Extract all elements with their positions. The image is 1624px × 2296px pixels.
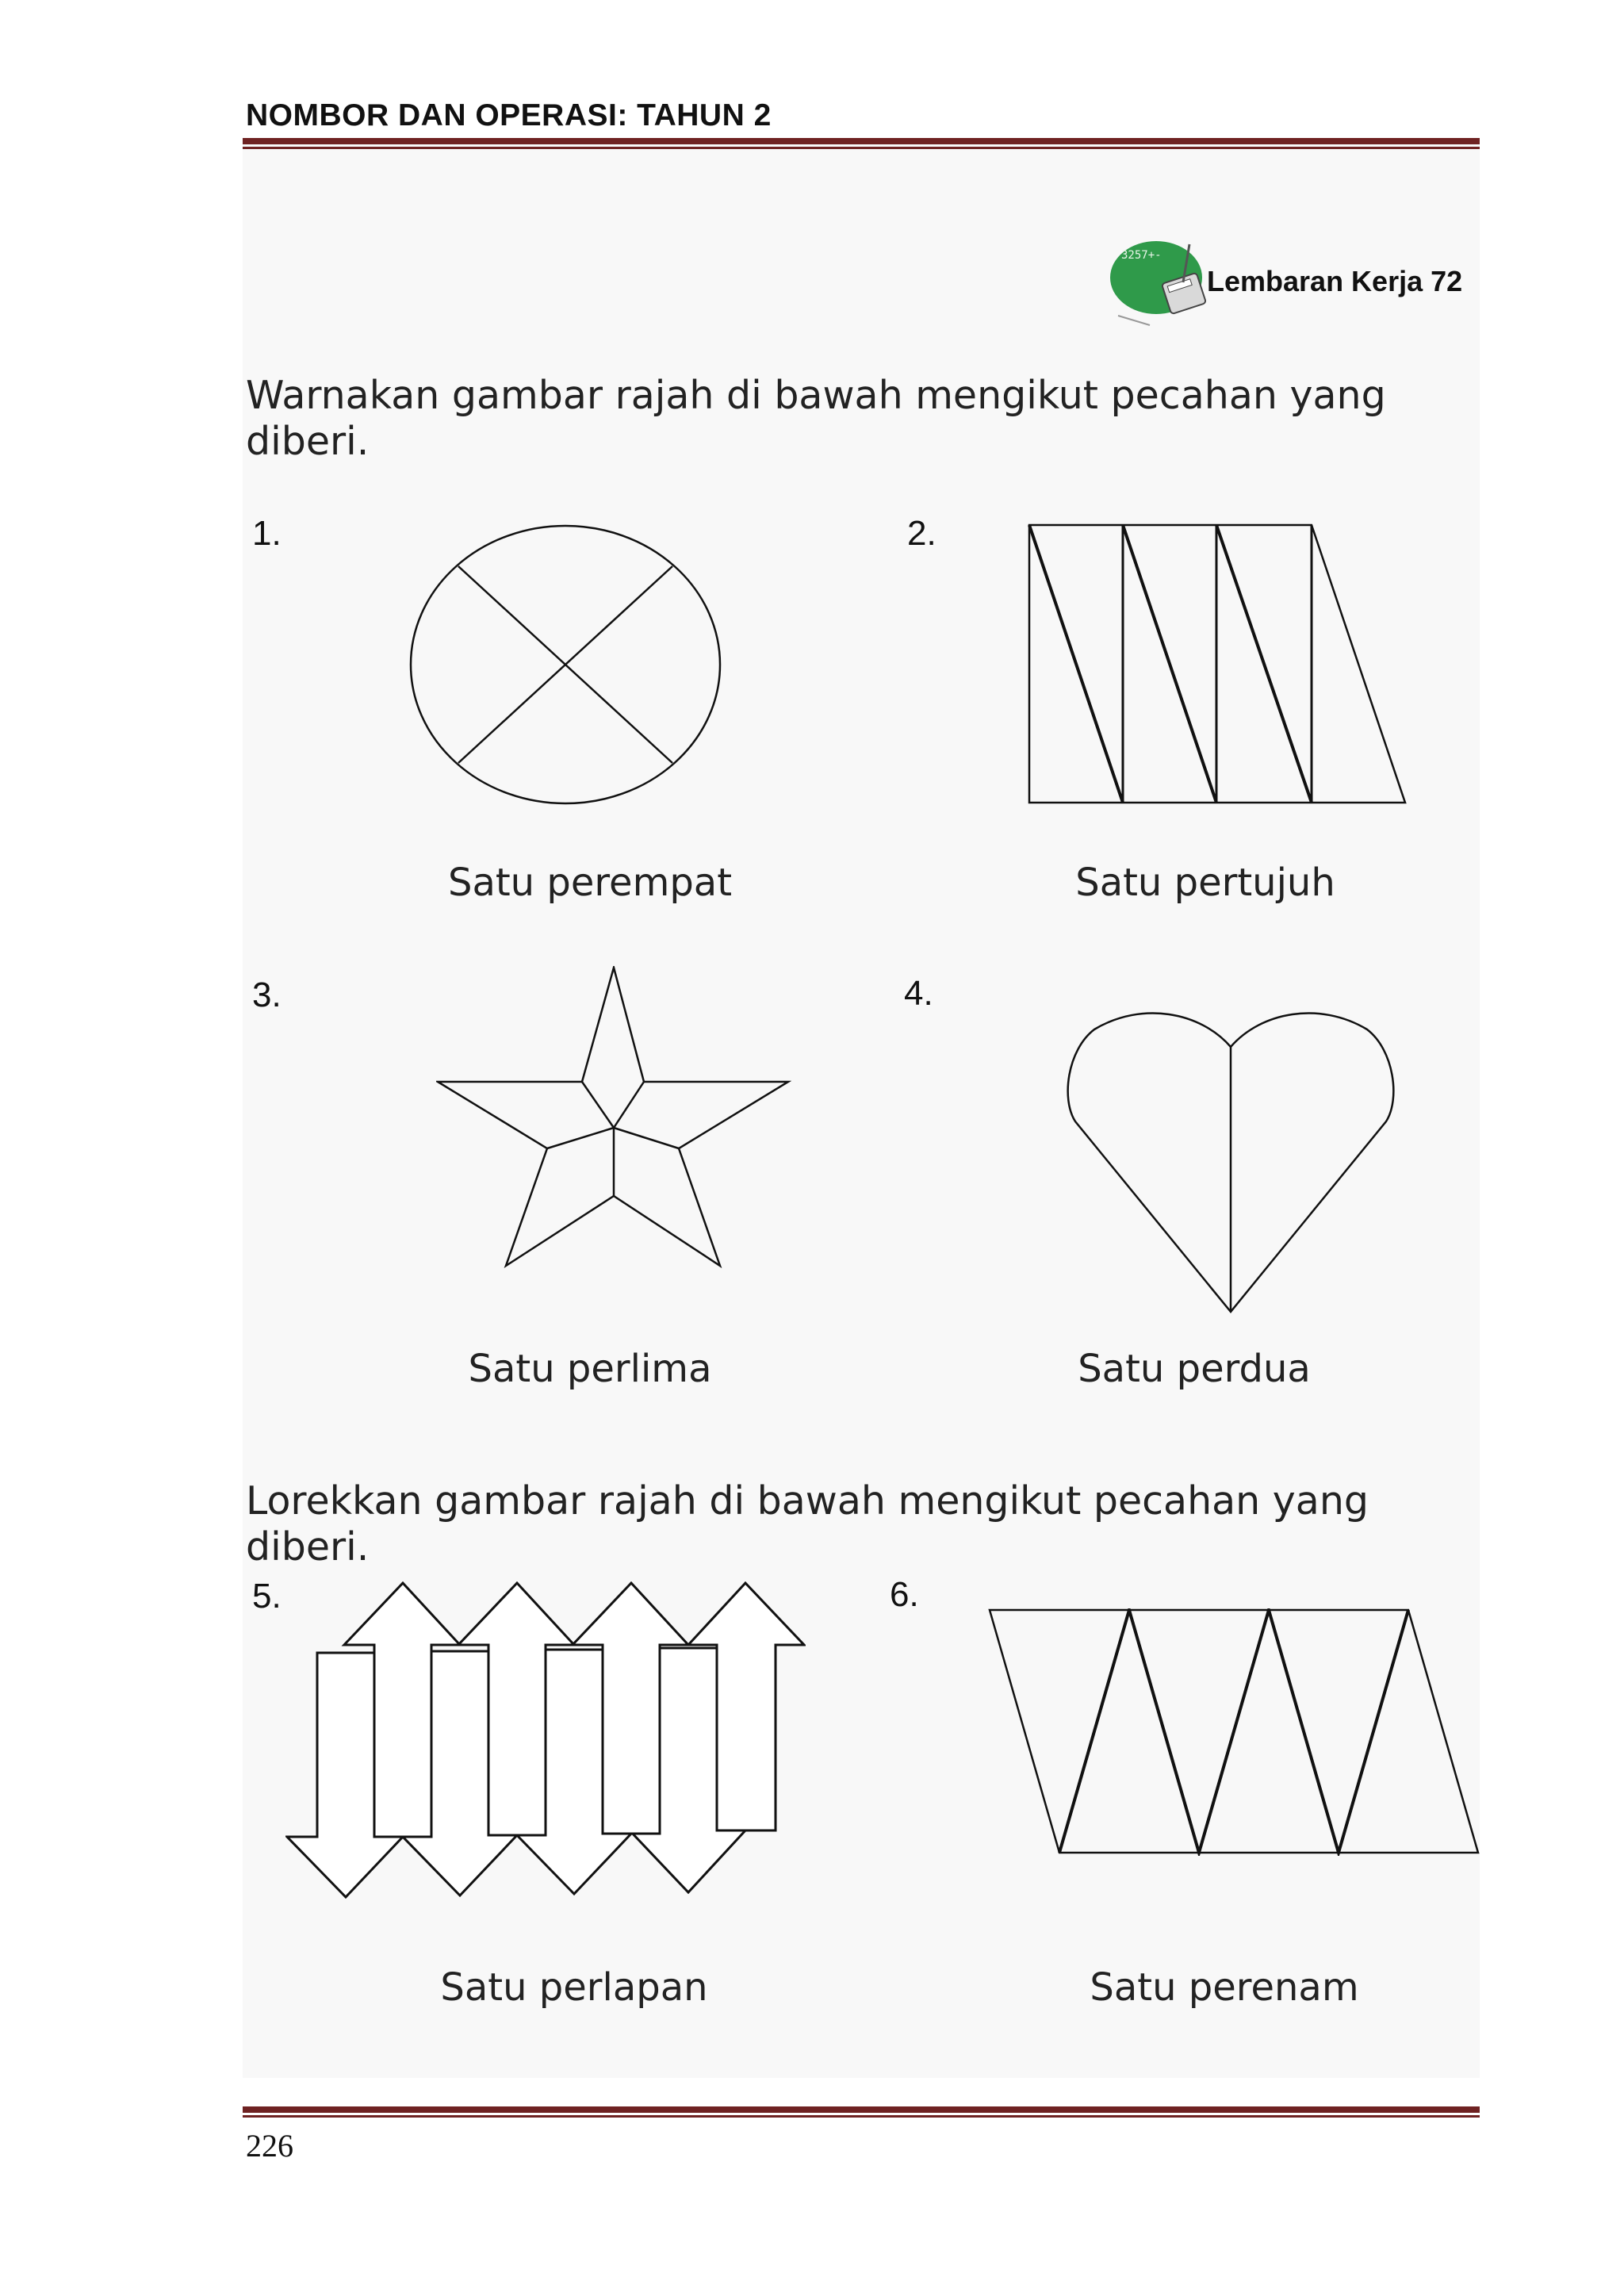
- footer-rule: [243, 2106, 1480, 2118]
- instruction-shade: Lorekkan gambar rajah di bawah mengikut pecahan yang diberi.: [246, 1478, 1369, 1570]
- logo-text: 3257+-: [1121, 249, 1162, 262]
- calculator-board-icon: [1110, 236, 1213, 332]
- header-rule: [243, 138, 1480, 149]
- worksheet-label: Lembaran Kerja 72: [1207, 265, 1463, 297]
- caption-2: Satu pertujuh: [1075, 861, 1335, 905]
- figure-star: [436, 966, 791, 1269]
- question-number-3: 3.: [252, 976, 282, 1014]
- caption-5: Satu perlapan: [440, 1965, 708, 2010]
- worksheet-logo: [1110, 236, 1213, 332]
- figure-parallelogram: [988, 1608, 1480, 1856]
- question-number-6: 6.: [890, 1575, 919, 1614]
- question-number-5: 5.: [252, 1577, 282, 1616]
- question-number-4: 4.: [904, 974, 933, 1013]
- caption-6: Satu perenam: [1090, 1965, 1359, 2010]
- page-number: 226: [246, 2128, 293, 2164]
- figure-heart: [1066, 1007, 1396, 1313]
- caption-3: Satu perlima: [468, 1347, 712, 1391]
- question-number-2: 2.: [907, 514, 936, 553]
- question-number-1: 1.: [252, 514, 282, 553]
- caption-1: Satu perempat: [447, 861, 733, 905]
- instruction-colour: Warnakan gambar rajah di bawah mengikut pecahan yang diberi.: [246, 373, 1386, 464]
- figure-trapezoid: [1028, 523, 1408, 804]
- figure-circle: [409, 522, 723, 807]
- figure-arrows: [285, 1581, 806, 1899]
- page-header-title: NOMBOR DAN OPERASI: TAHUN 2: [246, 98, 772, 132]
- caption-4: Satu perdua: [1078, 1347, 1311, 1391]
